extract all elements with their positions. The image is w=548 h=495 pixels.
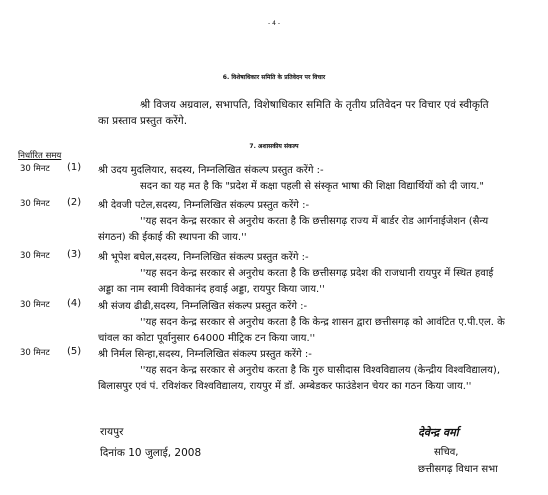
item-1-mover: श्री उदय मुदलियार, सदस्य, निम्नलिखित संकल्प प्रस्तुत करेंगे :-	[98, 165, 324, 176]
item-3-text-line-1: ''यह सदन केन्द्र सरकार से अनुरोध करता है कि छत्तीसगढ़ प्रदेश की राजधानी रायपुर में स्थित हवाई	[140, 268, 494, 279]
item-5-number: (5)	[67, 346, 82, 357]
item-4-text-line-2: चांवल का कोटा पूर्वानुसार 64000 मीट्रिक टन किया जाय.''	[98, 333, 316, 344]
item-5-text-line-2: बिलासपुर एवं पं. रविशंकर विश्वविद्यालय, रायपुर में डॉ. अम्बेडकर फाउंडेशन चेयर का गठन किया जाय.''	[98, 381, 472, 392]
item-3-text-line-2: अड्डा का नाम स्वामी विवेकानंद हवाई अड्डा, रायपुर किया जाय.''	[98, 284, 325, 295]
item-3-mover: श्री भूपेश बघेल,सदस्य, निम्नलिखित संकल्प प्रस्तुत करेंगे :-	[98, 252, 309, 263]
item-2-text-line-1: ''यह सदन केन्द्र सरकार से अनुरोध करता है कि छत्तीसगढ़ राज्य में बार्डर रोड आर्गनाईजेशन (सैन्य	[140, 216, 489, 227]
place-name: रायपुर	[100, 426, 124, 438]
item-5-mover: श्री निर्मल सिन्हा,सदस्य, निम्नलिखित संकल्प प्रस्तुत करेंगे :-	[98, 349, 312, 360]
item-2-mover: श्री देवजी पटेल,सदस्य, निम्नलिखित संकल्प प्रस्तुत करेंगे :-	[98, 200, 310, 211]
item-4-text-line-1: ''यह सदन केन्द्र सरकार से अनुरोध करता है कि केन्द्र शासन द्वारा छत्तीसगढ़ को आवंटित ए.पी.एल. के	[140, 317, 505, 328]
issue-date: दिनांक 10 जुलाई, 2008	[100, 447, 202, 459]
item-2-number: (2)	[67, 197, 82, 208]
item-3-time: 30 मिनट	[20, 251, 50, 261]
item-1-text-line-1: सदन का यह मत है कि "प्रदेश में कक्षा पहली से संस्कृत भाषा की शिक्षा विद्यार्थियों को दी जाय."	[140, 181, 485, 192]
signatory-name: देवेन्द्र वर्मा	[418, 426, 459, 439]
section-6-heading: 6. विशेषाधिकार समिति के प्रतिवेदन पर विचार	[222, 74, 326, 81]
item-4-time: 30 मिनट	[20, 300, 50, 310]
signatory-designation: सचिव,	[434, 447, 459, 458]
item-1-time: 30 मिनट	[20, 164, 50, 174]
section-6-line-2: का प्रस्ताव प्रस्तुत करेंगे.	[98, 115, 188, 127]
section-7-heading: 7. अशासकीय संकल्प	[249, 143, 299, 150]
item-3-number: (3)	[67, 249, 82, 260]
section-6-line-1: श्री विजय अग्रवाल, सभापति, विशेषाधिकार समिति के तृतीय प्रतिवेदन पर विचार एवं स्वीकृति	[140, 99, 489, 111]
item-1-number: (1)	[67, 162, 82, 173]
item-2-time: 30 मिनट	[20, 199, 50, 209]
signatory-organisation: छत्तीसगढ़ विधान सभा	[418, 464, 498, 475]
item-5-time: 30 मिनट	[20, 348, 50, 358]
item-2-text-line-2: संगठन) की ईकाई की स्थापना की जाय.''	[98, 232, 247, 243]
page-number: - 4 -	[268, 20, 280, 27]
time-allotted-header: निर्धारित समय	[18, 151, 62, 161]
item-4-number: (4)	[67, 298, 82, 309]
item-5-text-line-1: ''यह सदन केन्द्र सरकार से अनुरोध करता है कि गुरु घासीदास विश्वविद्यालय (केन्द्रीय विश्वविद्यालय),	[140, 365, 500, 376]
item-4-mover: श्री संजय ढीढी,सदस्य, निम्नलिखित संकल्प प्रस्तुत करेंगे :-	[98, 301, 308, 312]
